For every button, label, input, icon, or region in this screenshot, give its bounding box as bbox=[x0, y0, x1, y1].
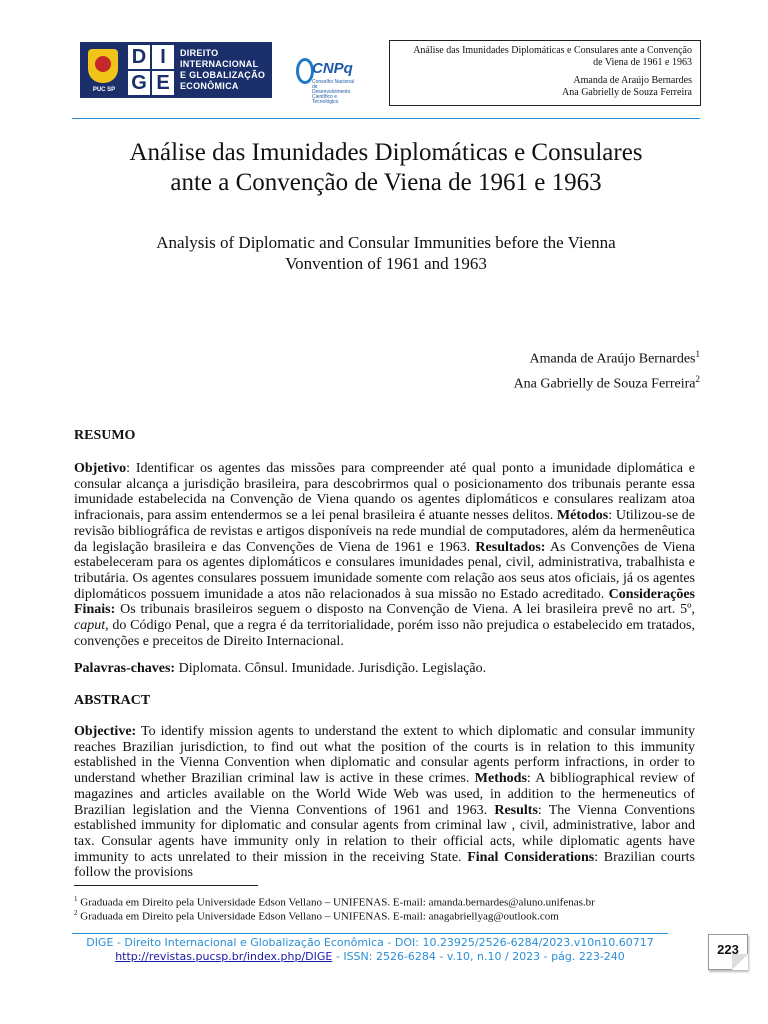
page-number: 223 bbox=[708, 934, 748, 970]
running-header-box bbox=[389, 40, 701, 106]
resumo-heading: RESUMO bbox=[74, 428, 136, 443]
title-english: Analysis of Diplomatic and Consular Immunities before the Vienna Vonvention of 1961 and 1963 bbox=[156, 233, 616, 273]
dige-logo-words: DIREITO INTERNACIONAL E GLOBALIZAÇÃO ECONÔMICA bbox=[180, 48, 266, 91]
footer-issn: http://revistas.pucsp.br/index.php/DIGE - ISSN: 2526-6284 - v.10, n.10 / 2023 - pág. 223-240 bbox=[115, 950, 625, 963]
running-author-2: Ana Gabrielly de Souza Ferreira bbox=[562, 87, 692, 98]
puc-sp-seal-icon: PUC SP bbox=[84, 47, 124, 93]
journal-link[interactable]: http://revistas.pucsp.br/index.php/DIGE bbox=[115, 950, 333, 963]
footnote-2: $^2$ Graduada em Direito pela Universidade Edson Vellano – UNIFENAS. E-mail: anagabriellyag@outlook.com bbox=[74, 909, 559, 923]
running-title-line1: Análise das Imunidades Diplomáticas e Consulares ante a Convenção bbox=[413, 45, 692, 56]
footer-citation: DIGE - Direito Internacional e Globalização Econômica - DOI: 10.23925/2526-6284/2023.v10n10.60717 bbox=[86, 936, 654, 949]
cnpq-logo: CNPq Conselho Nacional de Desenvolvimento Científico e Tecnológico bbox=[296, 58, 360, 92]
resumo-paragraph: Objetivo: Identificar os agentes das missões para compreender até qual ponto a imunidade diplomática e consular alcança a jurisdição brasileira, para descobrirmos qual o posicionamento dos tribunais perante essa imunidade estabelecida na Convenção de Viena quando os agentes diplomáticos e consulares realizam atoa infracionais, para assim entendermos se a lei penal brasileira é atuante nesses delitos. Métodos: Utilizou-se de revisão bibliográfica de revistas e artigos disponíveis na rede mundial de computadores, além da hermenêutica da legislação brasileira e das Convenções de Viena de 1961 e 1963. Resultados: As Convenções de Viena estabeleceram para os agentes diplomáticos e consulares imunidades penal, civil, administrativa, trabalhista e tributária. Os agentes consulares possuem imunidade somente com relação aos seus atos oficiais, já os agentes diplomáticos possuem imunidade a atos não relacionados à sua missão no Estado acreditado. Considerações Finais: Os tribunais brasileiros seguem o disposto na Convenção de Viena. A lei brasileira prevê no art. 5º, caput, do Código Penal, que a regra é da territorialidade, porém isso não prejudica o estabelecido em tratados, convenções e preceitos de Direito Internacional. bbox=[74, 461, 695, 649]
footer-rule bbox=[72, 933, 668, 934]
title-portuguese: Análise das Imunidades Diplomáticas e Consulares ante a Convenção de Viena de 1961 e 1963 bbox=[129, 139, 643, 196]
running-author-1: Amanda de Araújo Bernardes bbox=[573, 75, 692, 86]
dige-logo bbox=[80, 42, 272, 98]
author-2: Ana Gabrielly de Souza Ferreira$^2$ bbox=[513, 374, 700, 392]
dige-letters: D I G E bbox=[128, 45, 174, 95]
running-title-line2: de Viena de 1961 e 1963 bbox=[593, 57, 692, 68]
author-1: Amanda de Araújo Bernardes$^1$ bbox=[529, 349, 700, 367]
keywords: Palavras-chaves: Diplomata. Cônsul. Imunidade. Jurisdição. Legislação. bbox=[74, 661, 487, 676]
header-rule bbox=[72, 118, 700, 119]
footnote-rule bbox=[74, 885, 258, 886]
abstract-paragraph: Objective: To identify mission agents to understand the extent to which diplomatic and consular immunity reaches Brazilian jurisdiction, to find out what the position of the courts is in relation to this immunity established in the Vienna Convention when diplomatic and consular agents perform infractions, in order to understand whether Brazilian criminal law is active in these crimes. Methods: A bibliographical review of magazines and articles available on the World Wide Web was used, in addition to the hermeneutics of Brazilian legislation and the Vienna Conventions of 1961 and 1963. Results: The Vienna Conventions established immunity for diplomatic and consular agents from criminal law , civil, administrative, labor and tax. Consular agents have immunity only in relation to their official acts, while diplomatic agents have immunity to acts unrelated to their mission in the receiving State. Final Considerations: Brazilian courts follow the provisions bbox=[74, 724, 696, 881]
footnote-1: $^1$ Graduada em Direito pela Universidade Edson Vellano – UNIFENAS. E-mail: amanda.bernardes@aluno.unifenas.br bbox=[74, 895, 595, 909]
abstract-heading: ABSTRACT bbox=[74, 693, 151, 708]
